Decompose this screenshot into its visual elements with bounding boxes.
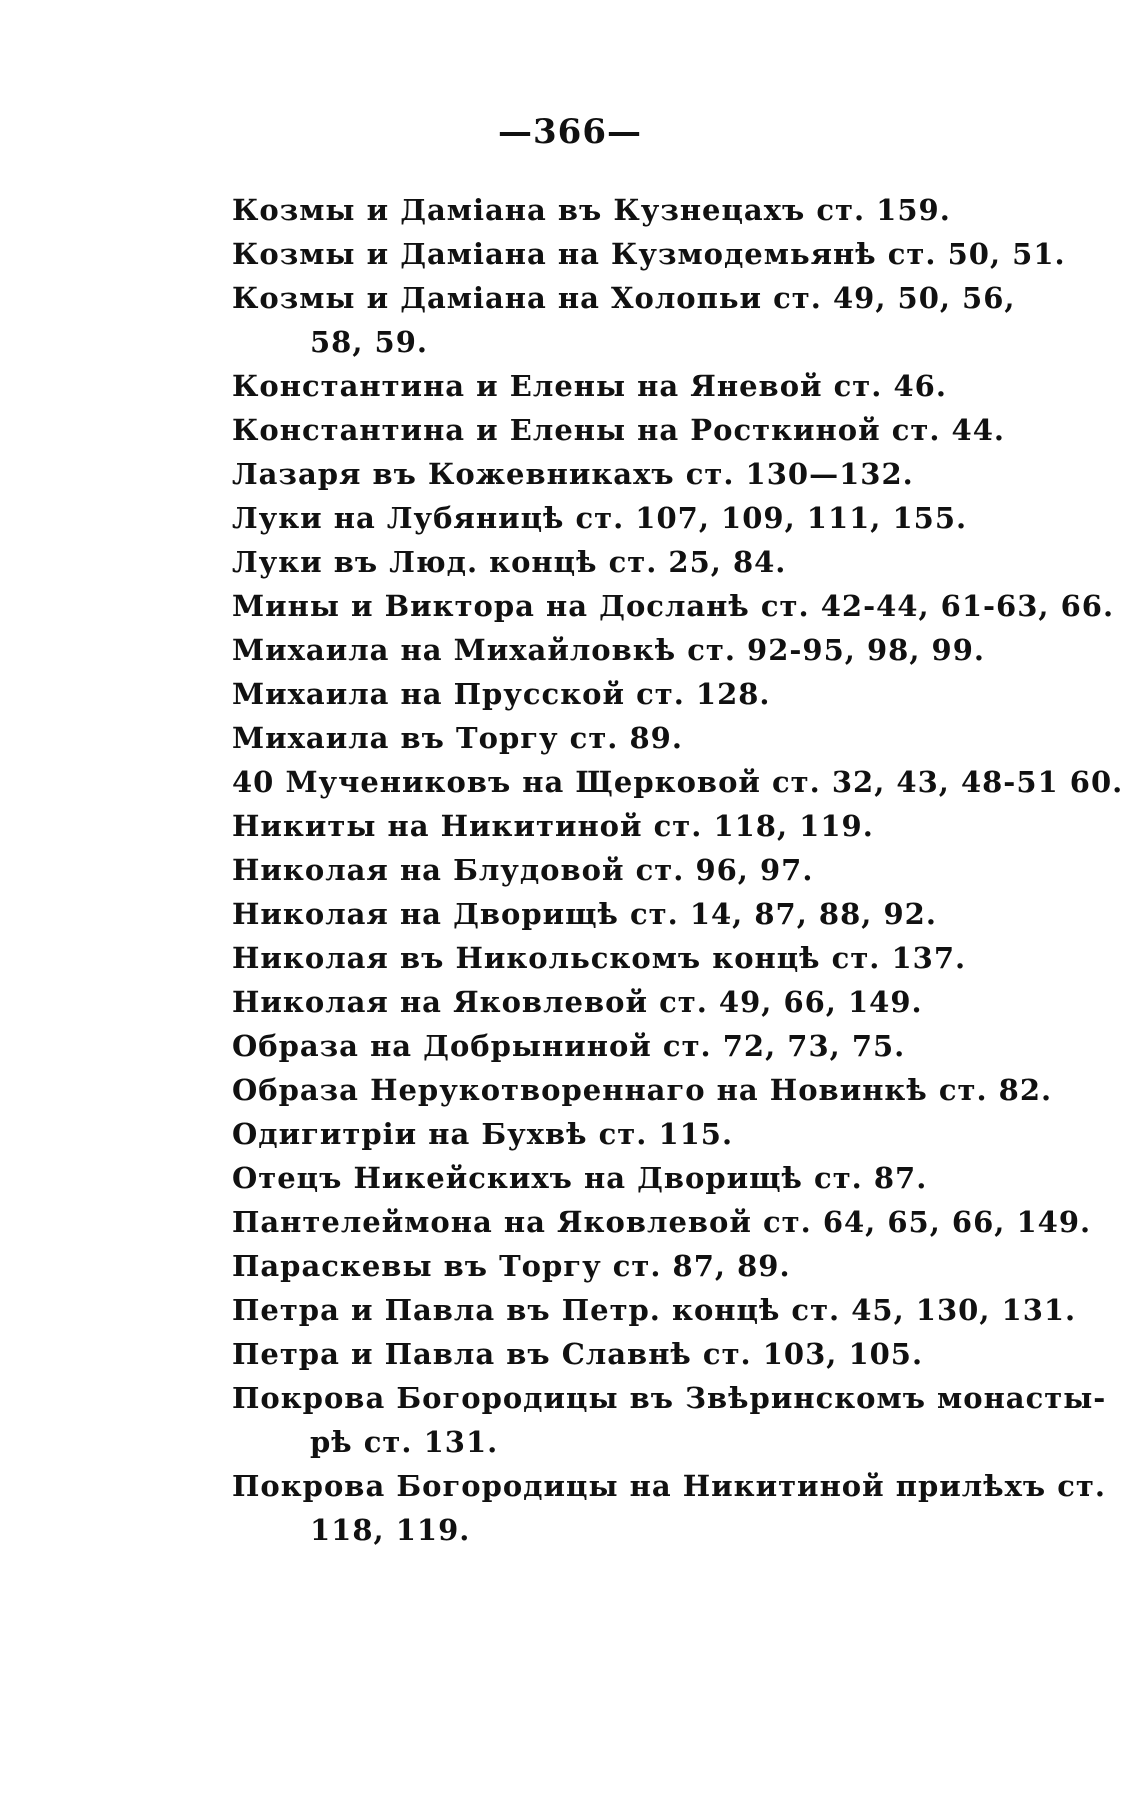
index-entry (232, 1024, 1032, 1068)
entry-line: Петра и Павла въ Петр. концѣ ст. 45, 130, 131. (232, 1293, 1077, 1327)
entry-line: Николая въ Никольскомъ концѣ ст. 137. (232, 941, 967, 975)
index-entry (232, 1332, 1032, 1376)
index-entry (232, 672, 1032, 716)
entry-line: Козмы и Даміана на Холопьи ст. 49, 50, 56, (232, 281, 1016, 315)
entry-continuation-line: 118, 119. (310, 1513, 471, 1547)
entry-line: Николая на Блудовой ст. 96, 97. (232, 853, 814, 887)
index-entry (232, 1068, 1053, 1112)
entry-line: Покрова Богородицы на Никитиной прилѣхъ ст. (232, 1469, 1106, 1503)
entry-line: Одигитріи на Бухвѣ ст. 115. (232, 1117, 734, 1151)
entry-line: Мины и Виктора на Досланѣ ст. 42-44, 61-63, 66. (232, 589, 1115, 623)
entry-line: Михаила на Прусской ст. 128. (232, 677, 771, 711)
entry-line: Лазаря въ Кожевникахъ ст. 130—132. (232, 457, 914, 491)
index-entry (232, 276, 1032, 364)
entry-line: Пантелеймона на Яковлевой ст. 64, 65, 66, 149. (232, 1205, 1092, 1239)
page-number: —366— (498, 112, 642, 152)
entry-line: Луки на Лубяницѣ ст. 107, 109, 111, 155. (232, 501, 968, 535)
index-entry (232, 408, 1032, 452)
entry-line: Козмы и Даміана въ Кузнецахъ ст. 159. (232, 193, 951, 227)
index-entry (232, 716, 1032, 760)
index-entry (232, 232, 1066, 276)
index-entry (232, 980, 1032, 1024)
index-entry (232, 496, 1032, 540)
index-entry (232, 804, 1032, 848)
index-entry (232, 892, 1032, 936)
entry-line: Луки въ Люд. концѣ ст. 25, 84. (232, 545, 787, 579)
entry-line: Образа на Добрыниной ст. 72, 73, 75. (232, 1029, 906, 1063)
entry-line: Отецъ Никейскихъ на Дворищѣ ст. 87. (232, 1161, 928, 1195)
index-entry (232, 540, 1032, 584)
index-entry (232, 628, 1032, 672)
entry-line: Параскевы въ Торгу ст. 87, 89. (232, 1249, 791, 1283)
index-entries-list (232, 188, 1124, 1552)
entry-line: Козмы и Даміана на Кузмодемьянѣ ст. 50, 51. (232, 237, 1066, 271)
entry-line: 40 Мучениковъ на Щерковой ст. 32, 43, 48-51 60. (232, 765, 1124, 799)
index-entry (232, 584, 1115, 628)
index-entry (232, 1112, 1032, 1156)
index-entry (232, 1376, 1107, 1464)
index-entry (232, 1464, 1106, 1552)
index-entry (232, 848, 1032, 892)
index-entry (232, 760, 1124, 804)
index-entry (232, 1156, 1032, 1200)
entry-line: Михаила на Михайловкѣ ст. 92-95, 98, 99. (232, 633, 985, 667)
entry-continuation-line: 58, 59. (310, 325, 429, 359)
entry-line: Николая на Яковлевой ст. 49, 66, 149. (232, 985, 923, 1019)
entry-continuation-line: рѣ ст. 131. (310, 1425, 499, 1459)
entry-line: Никиты на Никитиной ст. 118, 119. (232, 809, 874, 843)
index-entry (232, 1200, 1092, 1244)
entry-line: Образа Нерукотвореннаго на Новинкѣ ст. 82. (232, 1073, 1053, 1107)
index-entry (232, 1244, 1032, 1288)
index-entry (232, 936, 1032, 980)
entry-line: Покрова Богородицы въ Звѣринскомъ монасты- (232, 1381, 1107, 1415)
index-entry (232, 364, 1032, 408)
entry-line: Константина и Елены на Яневой ст. 46. (232, 369, 947, 403)
entry-line: Петра и Павла въ Славнѣ ст. 103, 105. (232, 1337, 924, 1371)
index-entry (232, 1288, 1077, 1332)
entry-line: Николая на Дворищѣ ст. 14, 87, 88, 92. (232, 897, 937, 931)
entry-line: Михаила въ Торгу ст. 89. (232, 721, 683, 755)
index-entry (232, 452, 1032, 496)
entry-line: Константина и Елены на Росткиной ст. 44. (232, 413, 1005, 447)
index-entry (232, 188, 1032, 232)
